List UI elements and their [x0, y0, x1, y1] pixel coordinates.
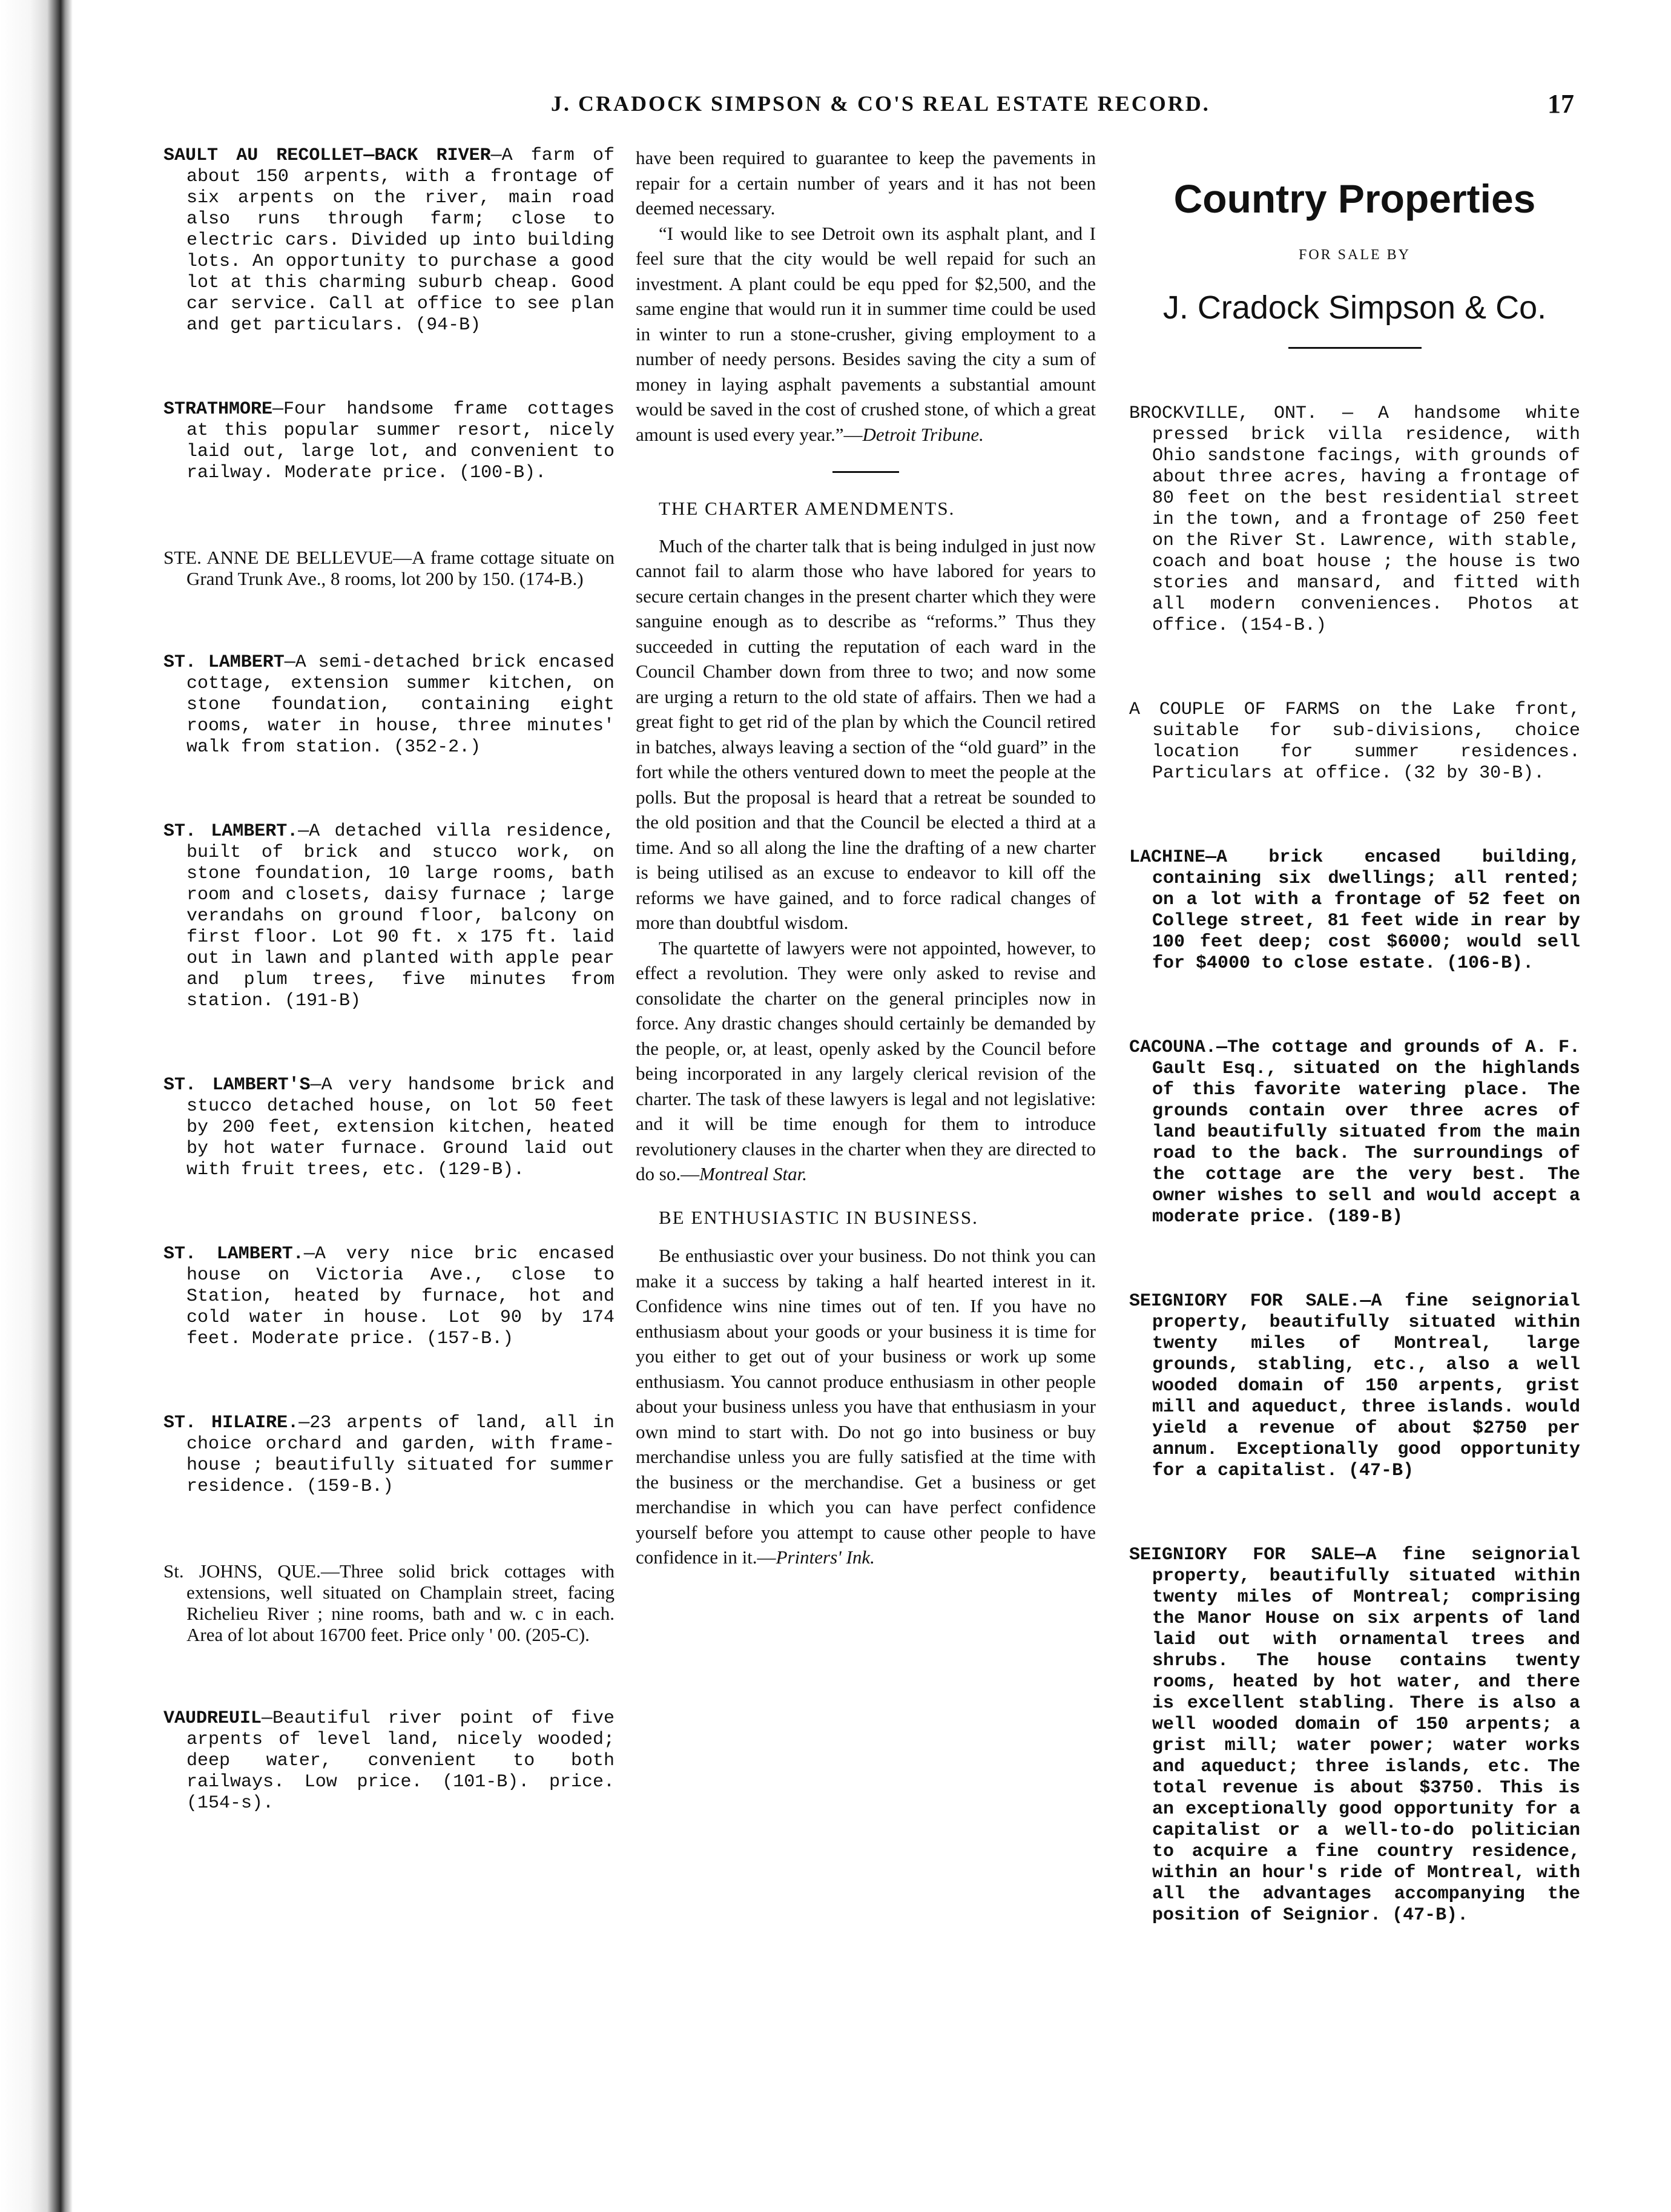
listing-st-hilaire: ST. HILAIRE.—23 arpents of land, all in choice orchard and garden, with frame-house ; beautifully situated for summer residence. (159-B.): [163, 1413, 615, 1497]
listing-ste-anne-de-bellevue: STE. ANNE DE BELLEVUE—A frame cottage situate on Grand Trunk Ave., 8 rooms, lot 200 by 150. (174-B.): [163, 547, 615, 589]
listing-seigniory-1: SEIGNIORY FOR SALE.—A fine seignorial property, beautifully situated within twenty miles of Montreal, large grounds, stabling, etc., also a well wooded domain of 150 arpents, grist mill and aqueduct, three islands. would yield a revenue of about $2750 per annum. Exceptionally good opportunity for a capitalist. (47-B): [1129, 1291, 1580, 1481]
page-number: 17: [1547, 89, 1574, 119]
article-charter-amendments: [636, 533, 1096, 1187]
for-sale-by-label: FOR SALE BY: [1298, 247, 1411, 263]
country-properties-heading: [1129, 176, 1580, 349]
article-credit: Detroit Tribune.: [862, 423, 984, 445]
listing-st-lambert-villa: ST. LAMBERT.—A detached villa residence, built of brick and stucco work, on stone foundation, 10 large rooms, bath room and closets, daisy furnace ; large verandahs on ground floor, balcony on first floor. Lot 90 ft. x 175 ft. laid out in lawn and planted with apple pear and plum trees, five minutes from station. (191-B): [163, 821, 615, 1011]
listing-cacouna: CACOUNA.—The cottage and grounds of A. F. Gault Esq., situated on the highlands of this favorite watering place. The grounds contain over three acres of land beautifully situated from the main road to the back. The surroundings of the cottage are the very best. The owner wishes to sell and would accept a moderate price. (189-B): [1129, 1037, 1580, 1227]
article-paragraph: The quartette of lawyers were not appointed, however, to effect a revolution. They were only asked to revise and consolidate the charter on the general principles now in force. Any drastic changes should certainly be demanded by the people, or, at least, openly asked by the Council before being incorporated in any largely clerical revision of the charter. The task of these lawyers is legal and not legislative: and it will be time enough for them to introduce revolutionery clauses in the charter when they are directed to do so.—Montreal Star.: [636, 937, 1096, 1184]
listing-st-lambert-semi-detached: ST. LAMBERT—A semi-detached brick encased cottage, extension summer kitchen, on stone foundation, containing eight rooms, water in house, three minutes' walk from station. (352-2.): [163, 652, 615, 758]
page-header: [551, 91, 1574, 133]
article-detroit-asphalt: [636, 145, 1096, 447]
section-divider: [832, 471, 899, 473]
country-properties-title: Country Properties: [1173, 176, 1536, 221]
article-paragraph: have been required to guarantee to keep the pavements in repair for a certain number of years and it has not been deemed necessary.: [636, 147, 1096, 219]
article-credit: Montreal Star.: [699, 1163, 808, 1184]
listing-brockville: BROCKVILLE, ONT. — A handsome white pressed brick villa residence, with Ohio sandstone facings, with grounds of about three acres, having a frontage of 80 feet on the best residential street in the town, and a frontage of 250 feet on the River St. Lawrence, with stable, coach and boat house ; the house is two stories and mansard, and fitted with all modern conveniences. Photos at office. (154-B.): [1129, 403, 1580, 636]
article-credit: Printers' Ink.: [776, 1547, 875, 1568]
section-title-charter: THE CHARTER AMENDMENTS.: [659, 498, 955, 519]
article-paragraph: Much of the charter talk that is being indulged in just now cannot fail to alarm those who have labored for years to secure certain changes in the present charter which they were sanguine enough as to describe as “reforms.” Thus they succeeded in cutting the reputation of each ward in the Council Chamber down from three to two; and now some are urging a return to the old state of affairs. Then we had a great fight to get rid of the plan by which the Council retired in batches, always leaving a section of the “old guard” in the fort while the others ventured down to meet the people at the polls. But the proposal is heard that a retreat be sounded to the old position and that the Council be elected a third at a time. And so all along the line the drafting of a new charter is being utilised as an excuse to endeavor to kill off the reforms we have gained, and to force radical changes of more than doubtful wisdom.: [636, 535, 1096, 933]
running-title: J. CRADOCK SIMPSON & CO'S REAL ESTATE RECORD.: [551, 91, 1210, 116]
listing-st-johns-que: St. JOHNS, QUE.—Three solid brick cottages with extensions, well situated on Champlain street, facing Richelieu River ; nine rooms, bath and w. c in each. Area of lot about 16700 feet. Price only ' 00. (205-C).: [163, 1560, 615, 1645]
right-column-country-properties: [1129, 145, 1580, 1926]
listing-vaudreuil: VAUDREUIL—Beautiful river point of five arpents of level land, nicely wooded; deep water, convenient to both railways. Low price. (101-B). price. (154-s).: [163, 1708, 615, 1814]
listing-seigniory-2: SEIGNIORY FOR SALE—A fine seignorial property, beautifully situated within twenty miles of Montreal; comprising the Manor House on six arpents of land laid out with ornamental trees and shrubs. The house contains twenty rooms, heated by hot water, and there is excellent stabling. There is also a well wooded domain of 150 arpents; a grist mill; water power; water works and aqueduct; three islands, etc. The total revenue is about $3750. This is an exceptionally good opportunity for a capitalist or a well-to-do politician to acquire a fine country residence, within an hour's ride of Montreal, with all the advantages accompanying the position of Seignior. (47-B).: [1129, 1545, 1580, 1926]
article-paragraph: Be enthusiastic over your business. Do not think you can make it a success by taking a half hearted interest in it. Confidence wins nine times out of ten. If you have no enthusiasm about your goods or your business it is time for you either to get out of your business or work up some enthusiasm. You cannot produce enthusiasm in other people about your business unless you have that enthusiasm in your own mind to start with. Do not go into business or buy merchandise unless you are fully satisfied at the time with the business or the merchandise. Get a business or get merchandise in which you can have perfect confidence yourself before you attempt to cause other people to have confidence in it.—Printers' Ink.: [636, 1245, 1096, 1568]
page-binding-edge: [0, 0, 73, 2212]
company-name: J. Cradock Simpson & Co.: [1162, 289, 1547, 326]
left-column-listings: [163, 145, 615, 1814]
listing-st-lambert-victoria: ST. LAMBERT.—A very nice bric encased house on Victoria Ave., close to Station, heated by furnace, hot and cold water in house. Lot 90 by 174 feet. Moderate price. (157-B.): [163, 1244, 615, 1349]
heading-divider: [1288, 347, 1422, 349]
listing-lachine: LACHINE—A brick encased building, containing six dwellings; all rented; on a lot with a frontage of 52 feet on College street, 81 feet wide in rear by 100 feet deep; cost $6000; would sell for $4000 to close estate. (106-B).: [1129, 847, 1580, 974]
listing-st-lamberts-detached: ST. LAMBERT'S—A very handsome brick and stucco detached house, on lot 50 feet by 200 feet, extension kitchen, heated by hot water furnace. Ground laid out with fruit trees, etc. (129-B).: [163, 1075, 615, 1180]
listing-strathmore: STRATHMORE—Four handsome frame cottages at this popular summer resort, nicely laid out, large lot, and convenient to railway. Moderate price. (100-B).: [163, 399, 615, 483]
article-be-enthusiastic: [636, 1243, 1096, 1570]
article-paragraph: “I would like to see Detroit own its asphalt plant, and I feel sure that the city would be well repaid for such an investment. A plant could be equ pped for $2,500, and the same engine that would run it in summer time could be used in winter to run a stone-crusher, giving employment to a number of needy persons. Besides saving the city a sum of money in laying asphalt pavements a substantial amount would be saved in the cost of crushed stone, of which a great amount is used every year.”—Detroit Tribune.: [636, 222, 1096, 445]
section-title-enthusiastic: BE ENTHUSIASTIC IN BUSINESS.: [659, 1206, 978, 1228]
listing-sault-au-recollet: SAULT AU RECOLLET—BACK RIVER—A farm of about 150 arpents, with a frontage of six arpents on the river, main road also runs through farm; close to electric cars. Divided up into building lots. An opportunity to purchase a good lot at this charming suburb cheap. Good car service. Call at office to see plan and get particulars. (94-B): [163, 145, 615, 335]
middle-column-articles: [636, 145, 1096, 1570]
listing-couple-of-farms: A COUPLE OF FARMS on the Lake front, suitable for sub-divisions, choice location for summer residences. Particulars at office. (32 by 30-B).: [1129, 699, 1580, 784]
